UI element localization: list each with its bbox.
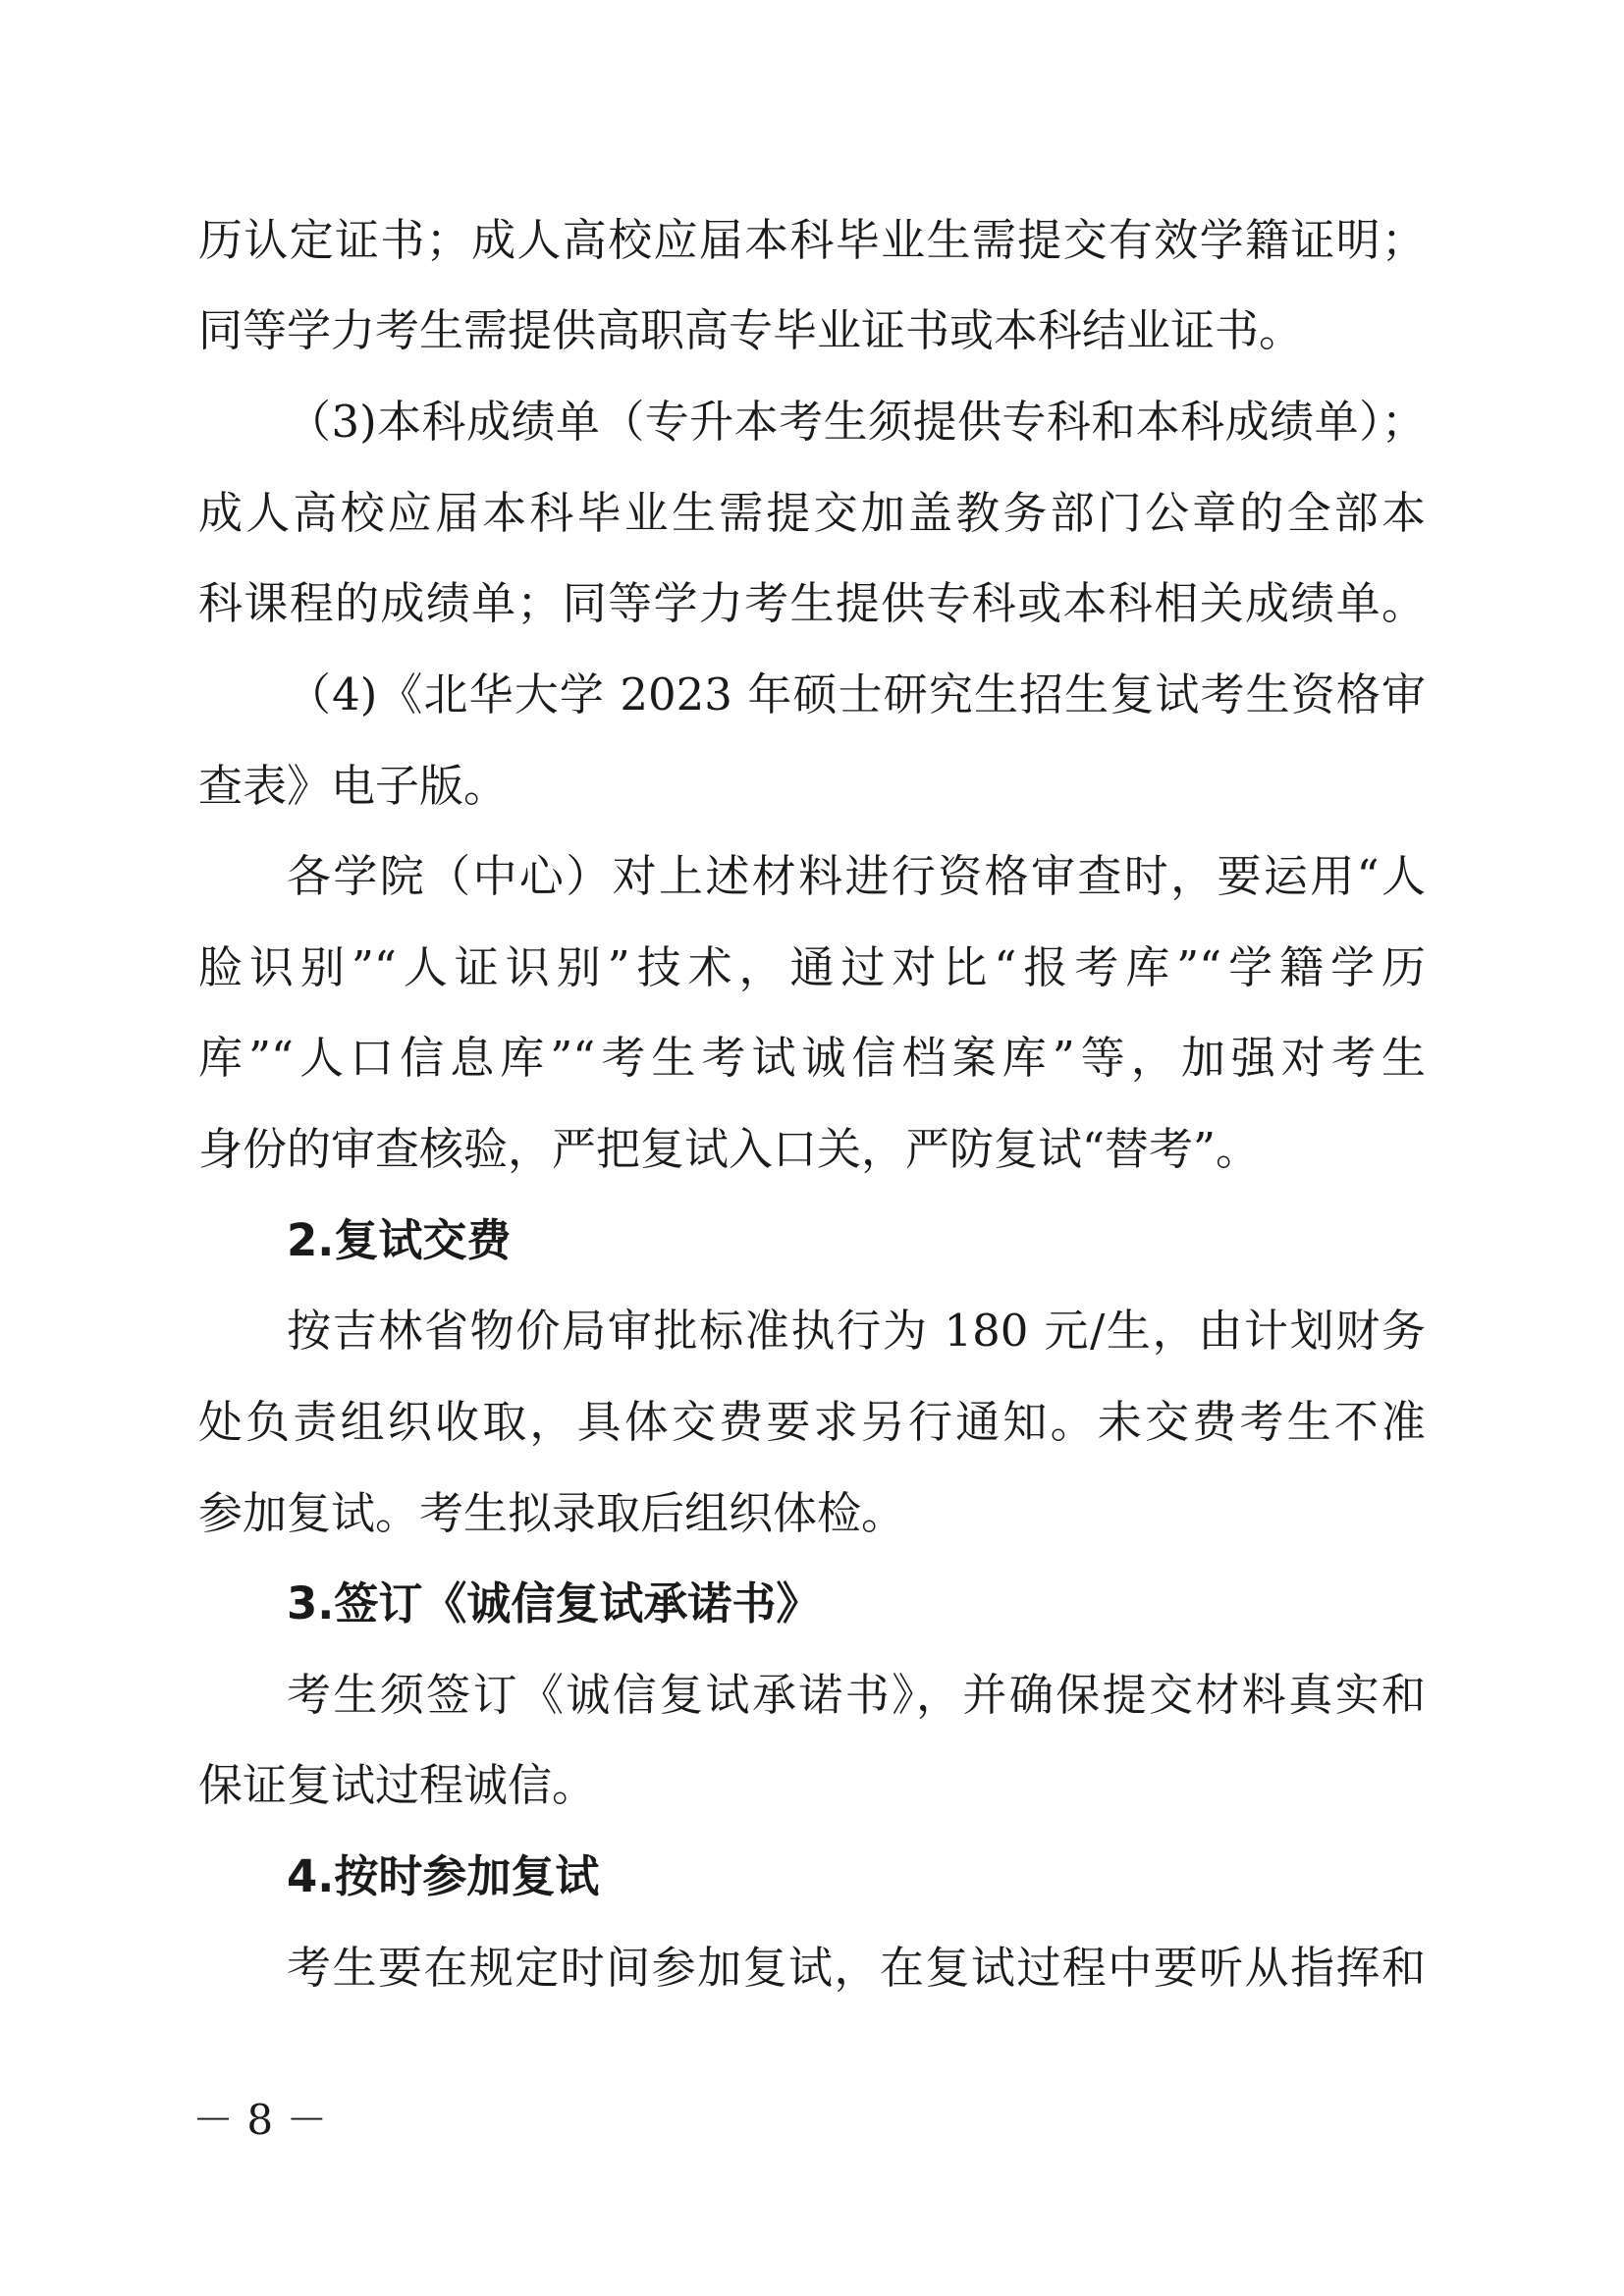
page-number: － 8 －: [192, 2096, 328, 2144]
body-text-line: 库”“人口信息库”“考生考试诚信档案库”等，加强对考生: [198, 1032, 1426, 1084]
body-text-line: （3)本科成绩单（专升本考生须提供专科和本科成绩单）；: [287, 396, 1426, 448]
section-heading: 2.复试交费: [287, 1214, 512, 1266]
body-text-line: 成人高校应届本科毕业生需提交加盖教务部门公章的全部本: [198, 487, 1426, 539]
body-text-line: 参加复试。考生拟录取后组织体检。: [198, 1487, 906, 1539]
body-text-line: 同等学力考生需提供高职高专毕业证书或本科结业证书。: [198, 304, 1304, 356]
body-text-line: 各学院（中心）对上述材料进行资格审查时，要运用“人: [287, 850, 1426, 902]
body-text-line: 考生要在规定时间参加复试，在复试过程中要听从指挥和: [287, 1942, 1426, 1994]
section-heading: 3.签订《诚信复试承诺书》: [287, 1577, 821, 1629]
body-text-line: 保证复试过程诚信。: [198, 1759, 597, 1811]
body-text-line: 处负责组织收取，具体交费要求另行通知。未交费考生不准: [198, 1396, 1426, 1448]
body-text-line: 脸识别”“人证识别”技术，通过对比“报考库”“学籍学历: [198, 941, 1426, 993]
body-text-line: 考生须签订《诚信复试承诺书》，并确保提交材料真实和: [287, 1669, 1426, 1721]
body-text-line: （4)《北华大学 2023 年硕士研究生招生复试考生资格审: [287, 668, 1426, 721]
section-heading: 4.按时参加复试: [287, 1850, 600, 1902]
body-text-line: 按吉林省物价局审批标准执行为 180 元/生，由计划财务: [287, 1305, 1426, 1357]
body-text-line: 科课程的成绩单；同等学力考生提供专科或本科相关成绩单。: [198, 577, 1426, 629]
body-text-line: 历认定证书；成人高校应届本科毕业生需提交有效学籍证明；: [198, 214, 1426, 266]
body-text-line: 身份的审查核验，严把复试入口关，严防复试“替考”。: [198, 1123, 1261, 1175]
body-text-line: 查表》电子版。: [198, 760, 509, 812]
